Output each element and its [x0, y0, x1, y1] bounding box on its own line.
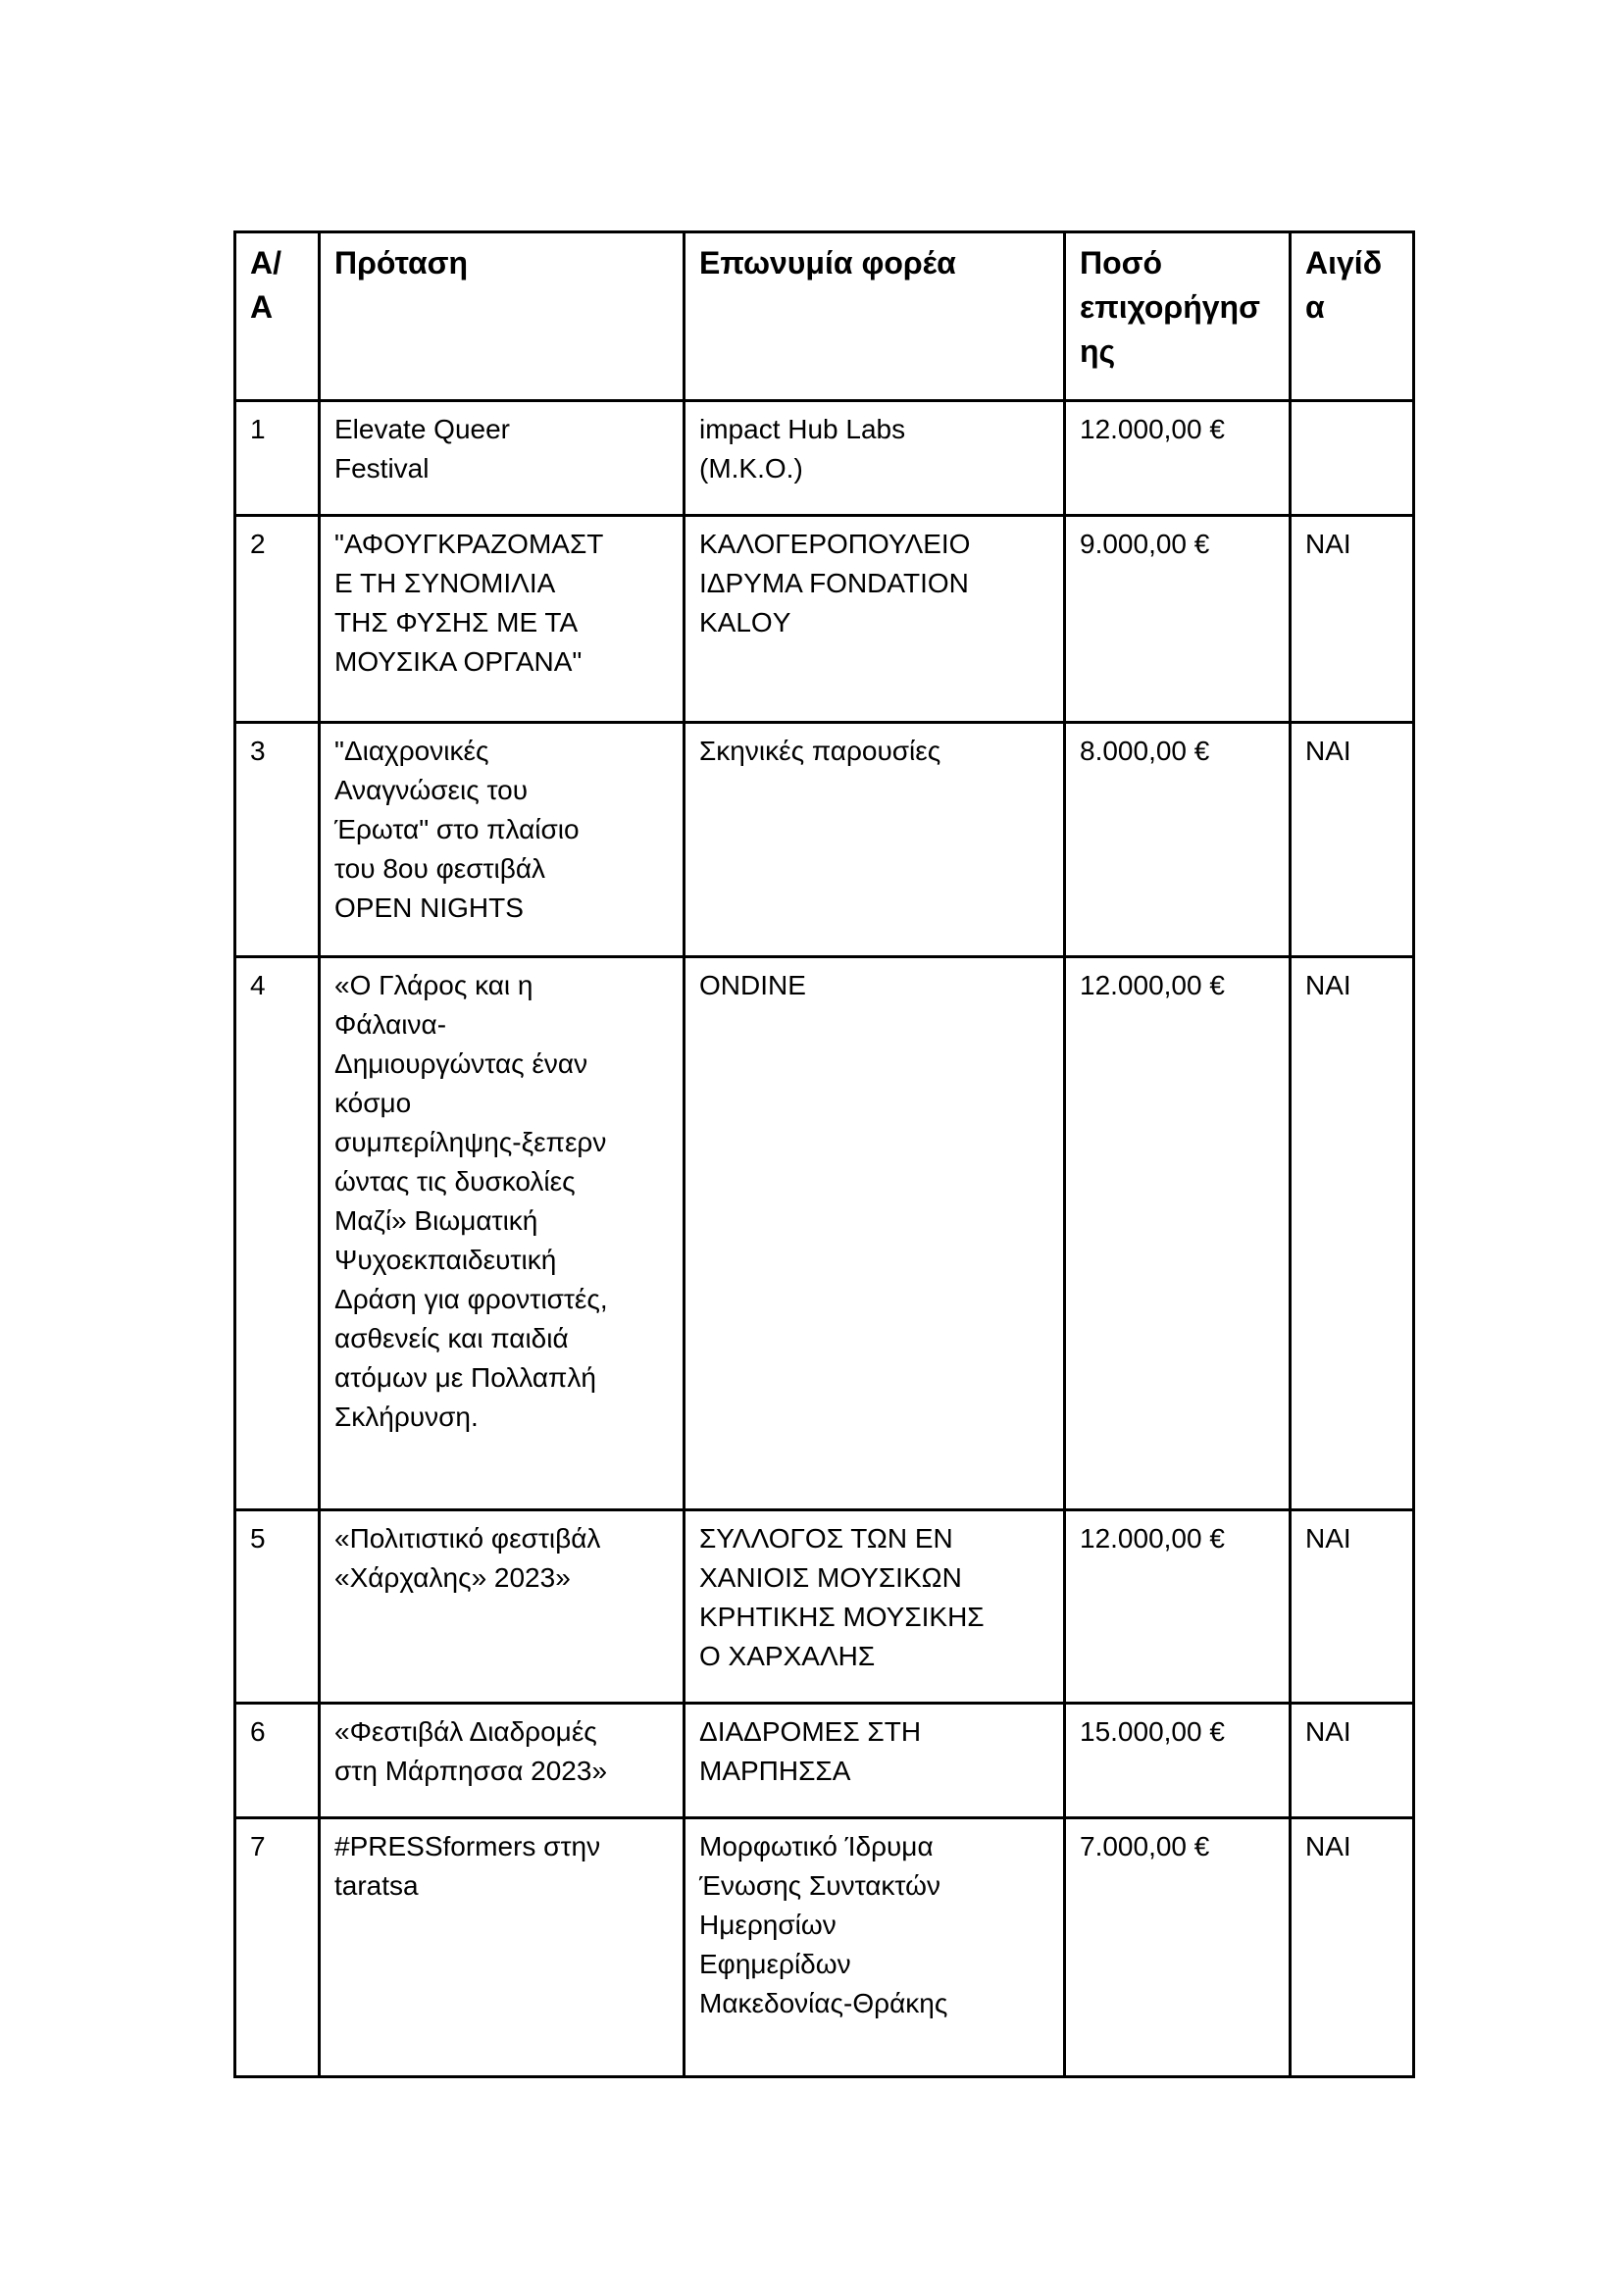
header-proposal: Πρόταση	[320, 232, 685, 401]
grants-table	[233, 230, 1415, 2078]
cell-entity: impact Hub Labs (Μ.Κ.Ο.)	[685, 401, 1065, 516]
cell-proposal: Elevate Queer Festival	[320, 401, 685, 516]
header-num: Α/ Α	[235, 232, 320, 401]
table-row	[235, 1510, 1414, 1704]
table-row	[235, 1818, 1414, 2077]
cell-aegis: ΝΑΙ	[1291, 723, 1414, 957]
cell-entity: Σκηνικές παρουσίες	[685, 723, 1065, 957]
header-aegis: Αιγίδ α	[1291, 232, 1414, 401]
cell-amount: 15.000,00 €	[1065, 1704, 1291, 1818]
cell-num: 3	[235, 723, 320, 957]
cell-amount: 9.000,00 €	[1065, 516, 1291, 723]
cell-aegis: ΝΑΙ	[1291, 516, 1414, 723]
cell-entity: ΔΙΑΔΡΟΜΕΣ ΣΤΗ ΜΑΡΠΗΣΣΑ	[685, 1704, 1065, 1818]
table-row	[235, 1704, 1414, 1818]
cell-aegis: ΝΑΙ	[1291, 1704, 1414, 1818]
cell-proposal: "ΑΦΟΥΓΚΡΑΖΟΜΑΣΤ Ε ΤΗ ΣΥΝΟΜΙΛΙΑ ΤΗΣ ΦΥΣΗΣ ΜΕ ΤΑ ΜΟΥΣΙΚΑ ΟΡΓΑΝΑ"	[320, 516, 685, 723]
cell-num: 1	[235, 401, 320, 516]
cell-amount: 12.000,00 €	[1065, 1510, 1291, 1704]
header-amount: Ποσό επιχορήγησ ης	[1065, 232, 1291, 401]
cell-num: 7	[235, 1818, 320, 2077]
cell-aegis: ΝΑΙ	[1291, 1510, 1414, 1704]
cell-amount: 8.000,00 €	[1065, 723, 1291, 957]
cell-aegis: ΝΑΙ	[1291, 957, 1414, 1510]
cell-amount: 12.000,00 €	[1065, 957, 1291, 1510]
table-row	[235, 957, 1414, 1510]
header-row	[235, 232, 1414, 401]
cell-aegis: ΝΑΙ	[1291, 1818, 1414, 2077]
cell-amount: 12.000,00 €	[1065, 401, 1291, 516]
cell-proposal: #PRESSformers στην taratsa	[320, 1818, 685, 2077]
cell-num: 6	[235, 1704, 320, 1818]
table-row	[235, 401, 1414, 516]
cell-entity: Μορφωτικό Ίδρυμα Ένωσης Συντακτών Ημερησίων Εφημερίδων Μακεδονίας-Θράκης	[685, 1818, 1065, 2077]
cell-num: 5	[235, 1510, 320, 1704]
cell-num: 2	[235, 516, 320, 723]
cell-entity: ΚΑΛΟΓΕΡΟΠΟΥΛΕΙΟ ΙΔΡΥΜΑ FONDATION KALOY	[685, 516, 1065, 723]
cell-aegis	[1291, 401, 1414, 516]
table-row	[235, 723, 1414, 957]
cell-proposal: «Ο Γλάρος και η Φάλαινα- Δημιουργώντας έναν κόσμο συμπερίληψης-ξεπερν ώντας τις δυσκολίες Μαζί» Βιωματική Ψυχοεκπαιδευτική Δράση για φροντιστές, ασθενείς και παιδιά ατόμων με Πολλαπλή Σκλήρυνση.	[320, 957, 685, 1510]
table-row	[235, 516, 1414, 723]
cell-entity: ONDINE	[685, 957, 1065, 1510]
cell-proposal: «Πολιτιστικό φεστιβάλ «Χάρχαλης» 2023»	[320, 1510, 685, 1704]
cell-proposal: "Διαχρονικές Αναγνώσεις του Έρωτα" στο πλαίσιο του 8ου φεστιβάλ OPEN NIGHTS	[320, 723, 685, 957]
cell-proposal: «Φεστιβάλ Διαδρομές στη Μάρπησσα 2023»	[320, 1704, 685, 1818]
cell-num: 4	[235, 957, 320, 1510]
cell-amount: 7.000,00 €	[1065, 1818, 1291, 2077]
header-entity: Επωνυμία φορέα	[685, 232, 1065, 401]
cell-entity: ΣΥΛΛΟΓΟΣ ΤΩΝ ΕΝ ΧΑΝΙΟΙΣ ΜΟΥΣΙΚΩΝ ΚΡΗΤΙΚΗΣ ΜΟΥΣΙΚΗΣ Ο ΧΑΡΧΑΛΗΣ	[685, 1510, 1065, 1704]
